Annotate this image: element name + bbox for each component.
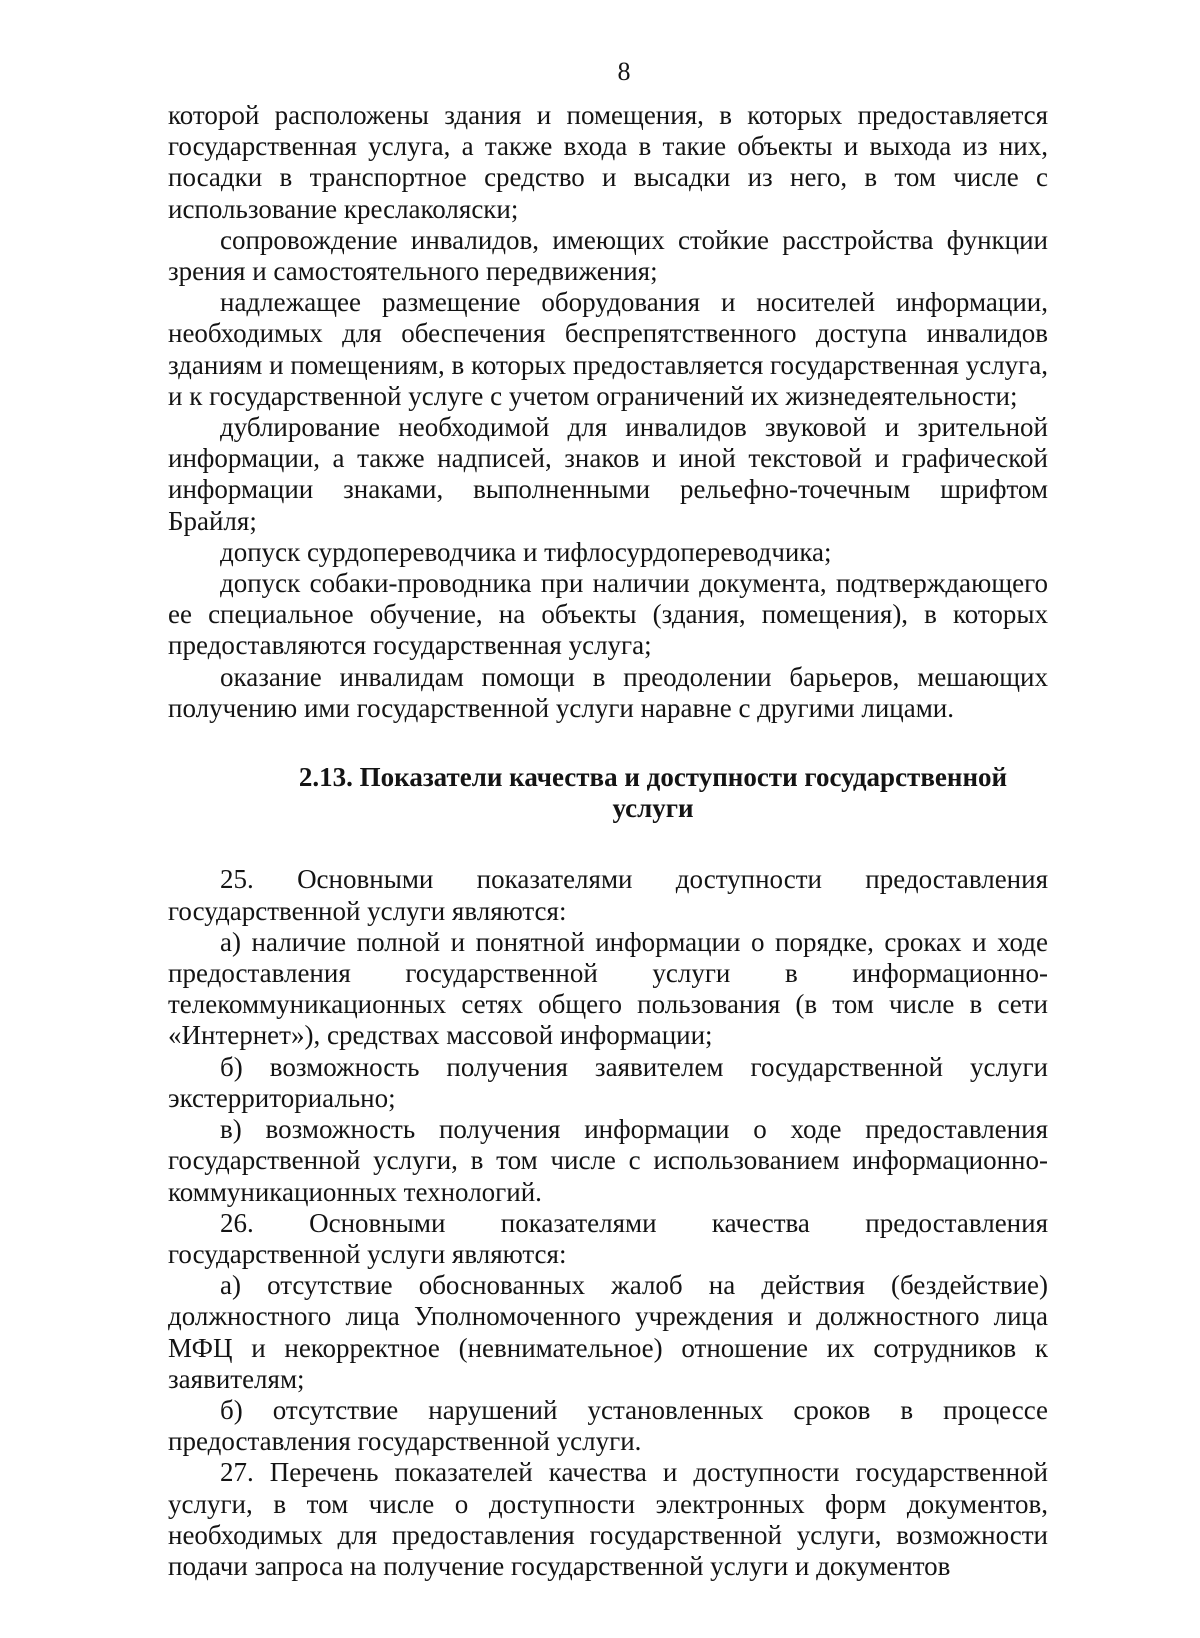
- paragraph-duplication: дублирование необходимой для инвалидов звуковой и зрительной информации, а также надписей, знаков и иной текстовой и графической информации знаками, выполненными рельефно-точечным шрифтом Брайля;: [168, 412, 1048, 536]
- paragraph-25b: б) возможность получения заявителем государственной услуги экстерриториально;: [168, 1051, 1048, 1113]
- paragraph-escort: сопровождение инвалидов, имеющих стойкие расстройства функции зрения и самостоятельного передвижения;: [168, 224, 1048, 287]
- paragraph-equipment-placement: надлежащее размещение оборудования и носителей информации, необходимых для обеспечения беспрепятственного доступа инвалидов зданиям и помещениям, в которых предоставляется государственная услуга, и к государственной услуге с учетом ограничений их жизнедеятельности;: [168, 287, 1048, 411]
- paragraph-26b: б) отсутствие нарушений установленных сроков в процессе предоставления государственной услуги.: [168, 1394, 1048, 1457]
- paragraph-sign-interpreter: допуск сурдопереводчика и тифлосурдопереводчика;: [220, 536, 832, 567]
- paragraph-25: 25. Основными показателями доступности предоставления государственной услуги являются:: [168, 864, 1048, 926]
- paragraph-25a: а) наличие полной и понятной информации о порядке, сроках и ходе предоставления государственной услуги в информационно-телекоммуникационных сетях общего пользования (в том числе в сети «Интернет»), средствах массовой информации;: [168, 926, 1048, 1051]
- paragraph-continuation: которой расположены здания и помещения, в которых предоставляется государственная услуга, а также входа в такие объекты и выхода из них, посадки в транспортное средство и высадки из него, в том числе с использование креслаколяски;: [168, 100, 1048, 224]
- paragraph-27: 27. Перечень показателей качества и доступности государственной услуги, в том числе о доступности электронных форм документов, необходимых для предоставления государственной услуги, возможности подачи запроса на получение государственной услуги и документов: [168, 1457, 1048, 1581]
- document-body: [168, 100, 1048, 1582]
- section-heading: 2.13. Показатели качества и доступности государственной услуги: [298, 762, 1008, 824]
- paragraph-26: 26. Основными показателями качества предоставления государственной услуги являются:: [168, 1207, 1048, 1269]
- paragraph-assistance: оказание инвалидам помощи в преодолении барьеров, мешающих получению ими государственной услуги наравне с другими лицами.: [168, 661, 1048, 723]
- paragraph-guide-dog: допуск собаки-проводника при наличии документа, подтверждающего ее специальное обучение, на объекты (здания, помещения), в которых предоставляются государственная услуга;: [168, 568, 1048, 661]
- page-number: 8: [617, 57, 631, 86]
- paragraph-26a: а) отсутствие обоснованных жалоб на действия (бездействие) должностного лица Уполномоченного учреждения и должностного лица МФЦ и некорректное (невнимательное) отношение их сотрудников к заявителям;: [168, 1270, 1048, 1394]
- paragraph-25v: в) возможность получения информации о ходе предоставления государственной услуги, в том числе с использованием информационно-коммуникационных технологий.: [168, 1114, 1048, 1207]
